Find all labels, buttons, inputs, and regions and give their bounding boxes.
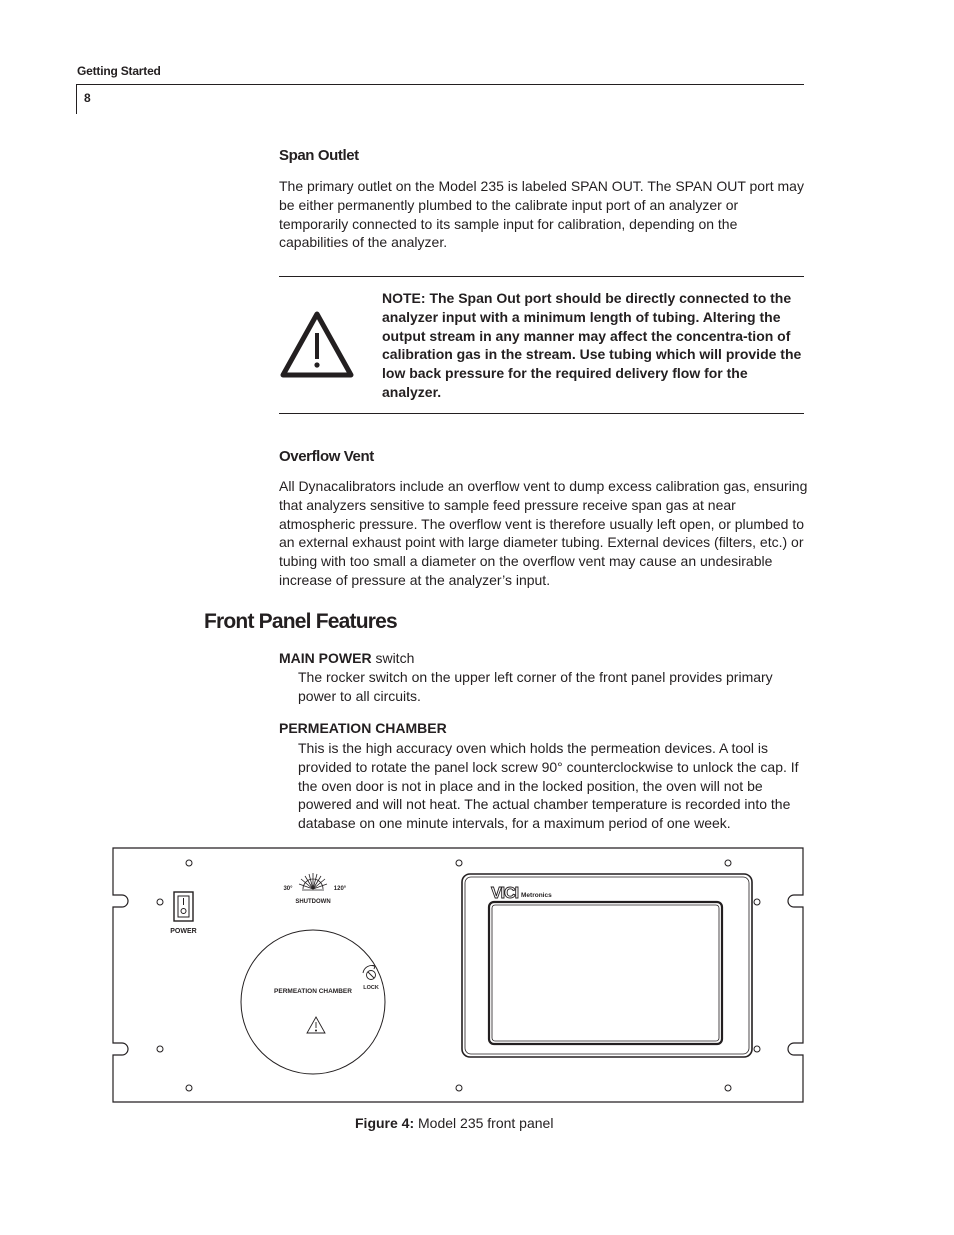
figure-caption-text: Model 235 front panel <box>414 1115 554 1131</box>
note-bottom-rule <box>279 413 804 414</box>
touch-screen-glass <box>492 905 719 1041</box>
panel-outline <box>113 848 803 1102</box>
page-number: 8 <box>84 91 91 105</box>
temp-low-label: 30° <box>283 886 293 892</box>
header-vertical-rule <box>76 84 77 114</box>
permeation-chamber-label: PERMEATION CHAMBER <box>274 988 352 995</box>
power-switch-icon <box>174 892 193 921</box>
span-outlet-heading: Span Outlet <box>279 147 359 164</box>
permeation-chamber-description: This is the high accuracy oven which holds the permeation devices. A tool is provided to rotate the panel lock screw 90° counterclockwise to unlock the cap. If the oven door is not in place and in the locked position, the oven will not be powered and will not heat. The actual chamber temperature is recorded into the database on one minute intervals, for a maximum period of one week. <box>298 740 799 832</box>
running-head: Getting Started <box>77 64 161 78</box>
header-rule <box>76 84 804 85</box>
touch-screen <box>489 902 722 1044</box>
main-power-term-label: MAIN POWER <box>279 650 372 666</box>
overflow-vent-heading: Overflow Vent <box>279 448 374 465</box>
warning-triangle-icon <box>279 309 355 379</box>
front-panel-heading: Front Panel Features <box>204 610 397 633</box>
front-panel-figure <box>112 847 805 1104</box>
permeation-chamber-cap <box>241 930 385 1074</box>
display-bezel-inner <box>465 877 749 1054</box>
shutdown-sunburst-icon <box>299 873 327 890</box>
lock-label: LOCK <box>363 985 379 991</box>
main-power-term <box>279 650 414 666</box>
figure-caption-label: Figure 4: <box>355 1115 415 1131</box>
metronics-label: Metronics <box>521 892 552 899</box>
temp-high-label: 120° <box>333 886 347 892</box>
figure-caption <box>355 1115 553 1131</box>
vici-logo: VICI <box>491 885 519 902</box>
chamber-warning-icon <box>307 1017 325 1033</box>
overflow-vent-paragraph: All Dynacalibrators include an overflow vent to dump excess calibration gas, ensuring that analyzers sensitive to sample feed pressure receive span gas at near atmospheric pressure. The overflow vent is therefore usually left open, or plumbed to an external exhaust point with large diameter tubing. External devices (filters, etc.) or tubing with too small a diameter on the overflow vent may cause an undesirable increase of pressure at the analyzer’s input. <box>279 478 808 588</box>
note-top-rule <box>279 276 804 277</box>
main-power-description: The rocker switch on the upper left corner of the front panel provides primary power to all circuits. <box>298 669 773 704</box>
note-text: NOTE: The Span Out port should be directly connected to the analyzer input with a minimum length of tubing. Altering the output stream in any manner may affect the concentra-tion of calibration gas in the stream. Use tubing which will provide the low back pressure for the required delivery flow for the analyzer. <box>382 290 802 400</box>
main-power-term-suffix: switch <box>371 650 415 666</box>
permeation-chamber-term <box>279 720 447 736</box>
power-label: POWER <box>170 928 197 935</box>
permeation-chamber-term-label: PERMEATION CHAMBER <box>279 720 447 736</box>
shutdown-label: SHUTDOWN <box>295 899 331 905</box>
lock-screw-icon <box>363 965 376 979</box>
span-outlet-paragraph: The primary outlet on the Model 235 is labeled SPAN OUT. The SPAN OUT port may be either permanently plumbed to the calibrate input port of an analyzer or temporarily connected to its sample input for calibration, depending on the capabilities of the analyzer. <box>279 178 804 251</box>
